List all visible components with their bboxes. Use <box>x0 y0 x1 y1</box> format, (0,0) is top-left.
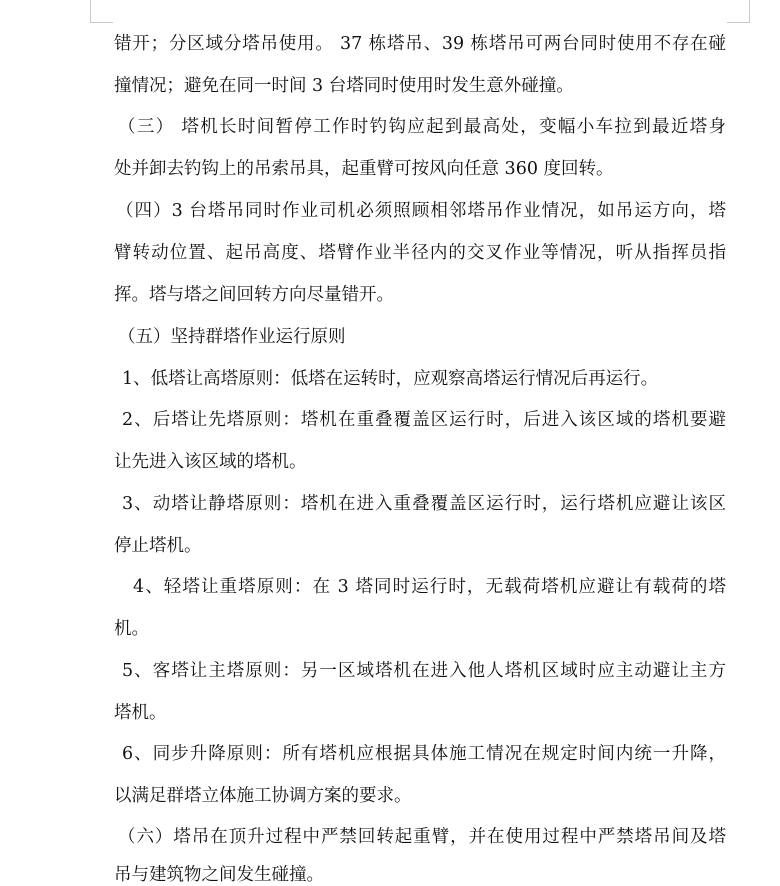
text-line-9: 1、低塔让高塔原则：低塔在运转时，应观察高塔运行情况后再运行。 <box>122 369 659 389</box>
text-line-13: 停止塔机。 <box>114 536 202 556</box>
text-line-17: 塔机。 <box>114 703 167 723</box>
text-line-12: 3、动塔让静塔原则：塔机在进入重叠覆盖区运行时，运行塔机应避让该区 <box>122 494 726 514</box>
text-line-19: 以满足群塔立体施工协调方案的要求。 <box>114 786 412 806</box>
text-line-6: 臂转动位置、起吊高度、塔臂作业半径内的交叉作业等情况，听从指挥员指 <box>114 243 726 263</box>
text-line-20: （六）塔吊在顶升过程中严禁回转起重臂，并在使用过程中严禁塔吊间及塔 <box>118 827 726 847</box>
crop-mark-top-right <box>727 0 750 23</box>
text-line-10: 2、后塔让先塔原则：塔机在重叠覆盖区运行时，后进入该区域的塔机要避 <box>122 410 726 430</box>
text-line-15: 机。 <box>114 619 149 639</box>
text-line-5: （四）3 台塔吊同时作业司机必须照顾相邻塔吊作业情况，如吊运方向，塔 <box>116 201 726 221</box>
text-line-21: 吊与建筑物之间发生碰撞。 <box>114 865 324 885</box>
crop-mark-top-left <box>90 0 113 23</box>
text-line-18: 6、同步升降原则：所有塔机应根据具体施工情况在规定时间内统一升降， <box>122 744 726 764</box>
text-line-4: 处并卸去钓钩上的吊索吊具，起重臂可按风向任意 360 度回转。 <box>114 159 614 179</box>
text-line-16: 5、客塔让主塔原则：另一区域塔机在进入他人塔机区域时应主动避让主方 <box>122 661 726 681</box>
text-line-11: 让先进入该区域的塔机。 <box>114 452 307 472</box>
text-line-2: 撞情况；避免在同一时间 3 台塔同时使用时发生意外碰撞。 <box>114 76 574 96</box>
text-line-14: 4、轻塔让重塔原则：在 3 塔同时运行时，无载荷塔机应避让有载荷的塔 <box>133 577 726 597</box>
text-line-8: （五）坚持群塔作业运行原则 <box>118 327 346 347</box>
text-line-3: （三） 塔机长时间暂停工作时钓钩应起到最高处，变幅小车拉到最近塔身 <box>118 117 726 137</box>
text-line-1: 错开；分区域分塔吊使用。 37 栋塔吊、39 栋塔吊可两台同时使用不存在碰 <box>114 34 726 54</box>
text-line-7: 挥。塔与塔之间回转方向尽量错开。 <box>114 285 394 305</box>
